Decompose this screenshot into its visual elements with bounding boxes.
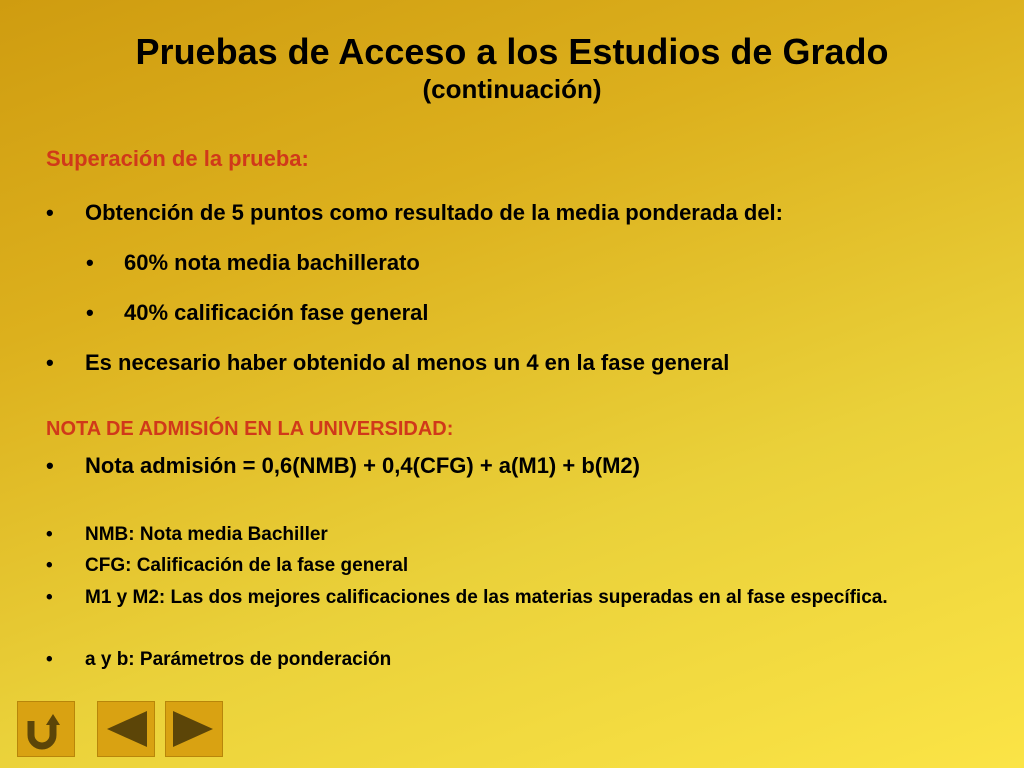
- section-heading-nota-admision: NOTA DE ADMISIÓN EN LA UNIVERSIDAD:: [46, 418, 454, 440]
- bullet-marker: •: [46, 587, 53, 608]
- bullet-text: 40% calificación fase general: [124, 300, 429, 325]
- next-arrow-icon: [165, 701, 223, 757]
- return-icon: [17, 701, 75, 757]
- bullet-item: [46, 350, 729, 376]
- definition-text: M1 y M2: Las dos mejores calificaciones de las materias superadas en al fase específica.: [85, 587, 888, 608]
- definition-text: NMB: Nota media Bachiller: [85, 524, 328, 545]
- formula-text: Nota admisión = 0,6(NMB) + 0,4(CFG) + a(M1) + b(M2): [85, 453, 640, 478]
- definition-item: [46, 550, 946, 581]
- definition-text: CFG: Calificación de la fase general: [85, 555, 409, 576]
- bullet-text: Obtención de 5 puntos como resultado de la media ponderada del:: [85, 200, 783, 225]
- slide-subtitle: (continuación): [422, 74, 602, 104]
- definition-item: [46, 582, 946, 613]
- previous-arrow-icon: [97, 701, 155, 757]
- bullet-text: Es necesario haber obtenido al menos un 4 en la fase general: [85, 350, 730, 375]
- formula-bullet: [46, 453, 640, 479]
- sub-bullet-item: [86, 300, 429, 326]
- bullet-item: [46, 200, 783, 226]
- slide-title: Pruebas de Acceso a los Estudios de Grado: [135, 31, 889, 72]
- bullet-marker: •: [46, 649, 53, 670]
- return-button[interactable]: [17, 701, 75, 757]
- bullet-marker: •: [86, 300, 94, 325]
- bullet-marker: •: [46, 524, 53, 545]
- bullet-marker: •: [86, 250, 94, 275]
- next-button[interactable]: [165, 701, 223, 757]
- title-block: [0, 30, 1024, 104]
- definition-item: [46, 644, 946, 675]
- bullet-marker: •: [46, 350, 54, 375]
- definition-item: [46, 519, 946, 550]
- definition-text: a y b: Parámetros de ponderación: [85, 649, 392, 670]
- bullet-text: 60% nota media bachillerato: [124, 250, 420, 275]
- section-heading-superacion: Superación de la prueba:: [46, 146, 309, 171]
- bullet-marker: •: [46, 555, 53, 576]
- previous-button[interactable]: [97, 701, 155, 757]
- sub-bullet-item: [86, 250, 420, 276]
- bullet-marker: •: [46, 453, 54, 478]
- bullet-marker: •: [46, 200, 54, 225]
